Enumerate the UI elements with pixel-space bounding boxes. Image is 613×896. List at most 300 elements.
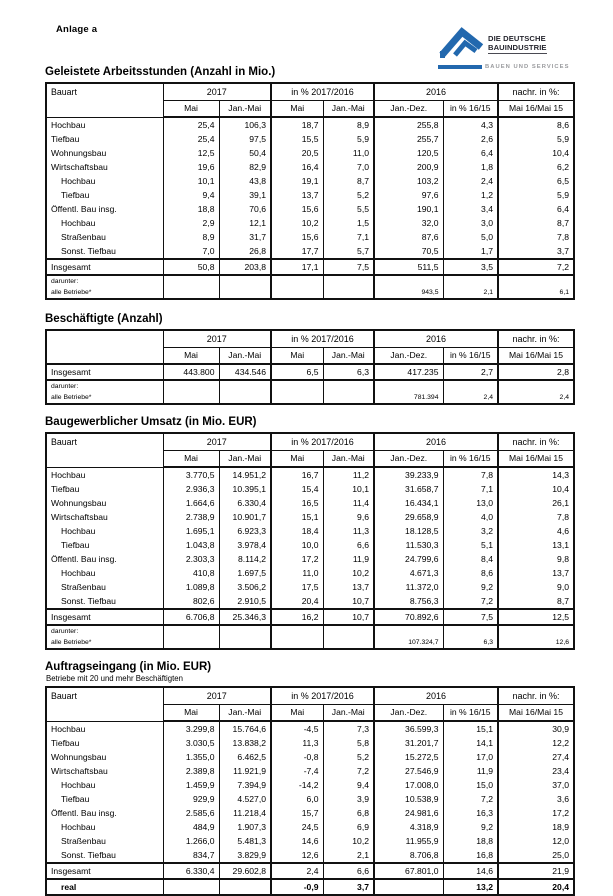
value-cell: 97,5 bbox=[219, 132, 271, 146]
value-cell: 484,9 bbox=[163, 820, 219, 834]
value-cell: 4,6 bbox=[498, 524, 574, 538]
value-cell: 2,7 bbox=[443, 364, 498, 380]
value-cell: 203,8 bbox=[219, 259, 271, 275]
value-cell: 14,6 bbox=[271, 834, 323, 848]
value-cell bbox=[271, 392, 323, 404]
value-cell: 8.706,8 bbox=[374, 848, 443, 863]
value-cell bbox=[219, 637, 271, 649]
row-label: Öffentl. Bau insg. bbox=[46, 806, 163, 820]
value-cell bbox=[374, 879, 443, 895]
row-label: Hochbau bbox=[46, 524, 163, 538]
value-cell: 11,0 bbox=[271, 566, 323, 580]
value-cell: 2.936,3 bbox=[163, 482, 219, 496]
table-row bbox=[46, 806, 574, 820]
value-cell: 31.658,7 bbox=[374, 482, 443, 496]
value-cell: 6.923,3 bbox=[219, 524, 271, 538]
value-cell: 2,4 bbox=[443, 392, 498, 404]
value-cell: 3,9 bbox=[323, 792, 374, 806]
row-label: Wohnungsbau bbox=[46, 750, 163, 764]
value-cell: 8.114,2 bbox=[219, 552, 271, 566]
value-cell: 9,2 bbox=[443, 580, 498, 594]
row-label: Wirtschaftsbau bbox=[46, 764, 163, 778]
group-header: in % 2017/2016 bbox=[271, 687, 374, 705]
table-row bbox=[46, 259, 574, 275]
value-cell: 2.389,8 bbox=[163, 764, 219, 778]
value-cell: 82,9 bbox=[219, 160, 271, 174]
value-cell: 1.697,5 bbox=[219, 566, 271, 580]
value-cell: 13,0 bbox=[443, 496, 498, 510]
table-row bbox=[46, 482, 574, 496]
table-row bbox=[46, 287, 574, 299]
value-cell: 15,1 bbox=[271, 510, 323, 524]
table-title-beschaeftigte: Beschäftigte (Anzahl) bbox=[45, 313, 163, 325]
group-header: 2016 bbox=[374, 687, 498, 705]
value-cell: 6,5 bbox=[498, 174, 574, 188]
value-cell: 5,9 bbox=[498, 188, 574, 202]
row-label: Öffentl. Bau insg. bbox=[46, 552, 163, 566]
value-cell bbox=[271, 637, 323, 649]
value-cell: 2,1 bbox=[443, 287, 498, 299]
value-cell: 3.829,9 bbox=[219, 848, 271, 863]
group-header: nachr. in %: bbox=[498, 433, 574, 451]
value-cell: 7,8 bbox=[498, 510, 574, 524]
value-cell: 1.355,0 bbox=[163, 750, 219, 764]
column-header: Jan.-Mai bbox=[219, 705, 271, 722]
table-title-auftragseingang: Auftragseingang (in Mio. EUR) bbox=[45, 661, 212, 673]
table-header bbox=[46, 433, 574, 467]
value-cell: 3,7 bbox=[323, 879, 374, 895]
value-cell: 1.907,3 bbox=[219, 820, 271, 834]
value-cell: 25,0 bbox=[498, 848, 574, 863]
value-cell: 1,5 bbox=[323, 216, 374, 230]
value-cell: 8,7 bbox=[323, 174, 374, 188]
value-cell: 16,3 bbox=[443, 806, 498, 820]
table-row bbox=[46, 721, 574, 736]
logo-line1: DIE DEUTSCHE bbox=[488, 34, 546, 43]
value-cell: 10,1 bbox=[323, 482, 374, 496]
table-row bbox=[46, 863, 574, 879]
value-cell: 3.978,4 bbox=[219, 538, 271, 552]
value-cell: 8,7 bbox=[498, 216, 574, 230]
row-label: Tiefbau bbox=[46, 188, 163, 202]
value-cell: -0,9 bbox=[271, 879, 323, 895]
value-cell: 20,5 bbox=[271, 146, 323, 160]
value-cell: 5,2 bbox=[323, 188, 374, 202]
value-cell bbox=[163, 879, 219, 895]
value-cell: 70,5 bbox=[374, 244, 443, 259]
value-cell: 15,6 bbox=[271, 202, 323, 216]
value-cell: 21,9 bbox=[498, 863, 574, 879]
value-cell: 12,0 bbox=[498, 834, 574, 848]
row-label: Wirtschaftsbau bbox=[46, 160, 163, 174]
row-label: Hochbau bbox=[46, 778, 163, 792]
value-cell: 9,0 bbox=[498, 580, 574, 594]
value-cell: 32,0 bbox=[374, 216, 443, 230]
table-row bbox=[46, 736, 574, 750]
value-cell: 16,7 bbox=[271, 467, 323, 482]
column-header: Mai 16/Mai 15 bbox=[498, 705, 574, 722]
value-cell: 2.585,6 bbox=[163, 806, 219, 820]
value-cell: 1.089,8 bbox=[163, 580, 219, 594]
value-cell: 13,1 bbox=[498, 538, 574, 552]
value-cell: 14,6 bbox=[443, 863, 498, 879]
value-cell: -4,5 bbox=[271, 721, 323, 736]
value-cell bbox=[163, 287, 219, 299]
table-row bbox=[46, 392, 574, 404]
value-cell: 13,7 bbox=[271, 188, 323, 202]
table-body bbox=[46, 117, 574, 299]
value-cell: 20,4 bbox=[271, 594, 323, 609]
value-cell bbox=[323, 392, 374, 404]
value-cell: 443.800 bbox=[163, 364, 219, 380]
value-cell: 5,7 bbox=[323, 244, 374, 259]
value-cell: 15,0 bbox=[443, 778, 498, 792]
value-cell: 3,7 bbox=[498, 244, 574, 259]
value-cell: 6,8 bbox=[323, 806, 374, 820]
group-header: nachr. in %: bbox=[498, 83, 574, 101]
table-header bbox=[46, 83, 574, 117]
value-cell: 17,0 bbox=[443, 750, 498, 764]
row-label: Insgesamt bbox=[46, 259, 163, 275]
table-row bbox=[46, 216, 574, 230]
value-cell: 4,0 bbox=[443, 510, 498, 524]
value-cell bbox=[374, 275, 443, 287]
row-label: Öffentl. Bau insg. bbox=[46, 202, 163, 216]
value-cell: 7,8 bbox=[443, 467, 498, 482]
value-cell: 3,0 bbox=[443, 216, 498, 230]
value-cell: 7,2 bbox=[443, 792, 498, 806]
value-cell: 5,2 bbox=[323, 750, 374, 764]
value-cell: 14,3 bbox=[498, 467, 574, 482]
table-row bbox=[46, 750, 574, 764]
value-cell: 11.218,4 bbox=[219, 806, 271, 820]
corner-header: Bauart bbox=[46, 433, 163, 467]
value-cell: 12,5 bbox=[163, 146, 219, 160]
value-cell: 5,5 bbox=[323, 202, 374, 216]
table-row bbox=[46, 188, 574, 202]
value-cell: 27.546,9 bbox=[374, 764, 443, 778]
row-label: Tiefbau bbox=[46, 482, 163, 496]
value-cell: 50,4 bbox=[219, 146, 271, 160]
value-cell bbox=[323, 637, 374, 649]
table-row bbox=[46, 538, 574, 552]
value-cell: 15.272,5 bbox=[374, 750, 443, 764]
table-row bbox=[46, 609, 574, 625]
row-label: Straßenbau bbox=[46, 230, 163, 244]
value-cell: 17,1 bbox=[271, 259, 323, 275]
column-header: Jan.-Mai bbox=[219, 348, 271, 365]
value-cell: 1.664,6 bbox=[163, 496, 219, 510]
value-cell: 6,3 bbox=[323, 364, 374, 380]
table-row bbox=[46, 117, 574, 132]
value-cell: 26,1 bbox=[498, 496, 574, 510]
value-cell: 7,2 bbox=[323, 764, 374, 778]
value-cell: 43,8 bbox=[219, 174, 271, 188]
row-label: Straßenbau bbox=[46, 580, 163, 594]
table-beschaeftigte bbox=[45, 329, 575, 405]
value-cell: 5,0 bbox=[443, 230, 498, 244]
value-cell: 8,6 bbox=[443, 566, 498, 580]
value-cell: 11.955,9 bbox=[374, 834, 443, 848]
table-header bbox=[46, 687, 574, 721]
row-label: darunter: bbox=[46, 275, 163, 287]
value-cell: 10,7 bbox=[323, 609, 374, 625]
value-cell: 11,9 bbox=[323, 552, 374, 566]
value-cell: 929,9 bbox=[163, 792, 219, 806]
table-header bbox=[46, 330, 574, 364]
header-group-row bbox=[46, 83, 574, 101]
value-cell: 5,1 bbox=[443, 538, 498, 552]
value-cell: 4.671,3 bbox=[374, 566, 443, 580]
value-cell bbox=[271, 287, 323, 299]
value-cell bbox=[498, 625, 574, 637]
column-header: in % 16/15 bbox=[443, 705, 498, 722]
value-cell: 7,3 bbox=[323, 721, 374, 736]
value-cell: 4.318,9 bbox=[374, 820, 443, 834]
value-cell: 8,6 bbox=[498, 117, 574, 132]
value-cell: 9,8 bbox=[498, 552, 574, 566]
house-icon bbox=[438, 26, 484, 63]
value-cell: 106,3 bbox=[219, 117, 271, 132]
value-cell: 18,8 bbox=[443, 834, 498, 848]
value-cell: 10.395,1 bbox=[219, 482, 271, 496]
row-label: real bbox=[46, 879, 163, 895]
value-cell: 10,1 bbox=[163, 174, 219, 188]
column-header: Mai bbox=[163, 451, 219, 468]
value-cell: -0,8 bbox=[271, 750, 323, 764]
value-cell: 87,6 bbox=[374, 230, 443, 244]
value-cell: 200,9 bbox=[374, 160, 443, 174]
row-label: Hochbau bbox=[46, 820, 163, 834]
table-row bbox=[46, 792, 574, 806]
value-cell: 11,2 bbox=[323, 467, 374, 482]
value-cell bbox=[323, 275, 374, 287]
value-cell: 10.538,9 bbox=[374, 792, 443, 806]
table-row bbox=[46, 566, 574, 580]
column-header: Mai bbox=[271, 348, 323, 365]
value-cell: 8,4 bbox=[443, 552, 498, 566]
value-cell: 12,1 bbox=[219, 216, 271, 230]
value-cell: 11.921,9 bbox=[219, 764, 271, 778]
value-cell: 8.756,3 bbox=[374, 594, 443, 609]
column-header: Jan.-Mai bbox=[323, 451, 374, 468]
table-row bbox=[46, 848, 574, 863]
value-cell: 10,2 bbox=[323, 834, 374, 848]
value-cell bbox=[219, 275, 271, 287]
column-header: Jan.-Dez. bbox=[374, 705, 443, 722]
row-label: Wirtschaftsbau bbox=[46, 510, 163, 524]
value-cell bbox=[271, 275, 323, 287]
table-row bbox=[46, 275, 574, 287]
value-cell: 8,9 bbox=[163, 230, 219, 244]
column-header: Jan.-Mai bbox=[219, 451, 271, 468]
value-cell bbox=[219, 879, 271, 895]
row-label: alle Betriebe* bbox=[46, 637, 163, 649]
value-cell: 17,2 bbox=[498, 806, 574, 820]
value-cell: 6,0 bbox=[271, 792, 323, 806]
header-group-row bbox=[46, 687, 574, 705]
value-cell: 16,2 bbox=[271, 609, 323, 625]
row-label: Straßenbau bbox=[46, 834, 163, 848]
table-row bbox=[46, 132, 574, 146]
value-cell: 15,1 bbox=[443, 721, 498, 736]
value-cell: 97,6 bbox=[374, 188, 443, 202]
row-label: Tiefbau bbox=[46, 132, 163, 146]
row-label: Hochbau bbox=[46, 117, 163, 132]
value-cell: 17,7 bbox=[271, 244, 323, 259]
column-header: Jan.-Mai bbox=[219, 101, 271, 118]
value-cell: 4,3 bbox=[443, 117, 498, 132]
value-cell: 29.658,9 bbox=[374, 510, 443, 524]
table-row bbox=[46, 594, 574, 609]
value-cell: 13.838,2 bbox=[219, 736, 271, 750]
value-cell: 31,7 bbox=[219, 230, 271, 244]
annotation-label: Anlage a bbox=[56, 24, 98, 35]
value-cell: 6,3 bbox=[443, 637, 498, 649]
value-cell: 3,6 bbox=[498, 792, 574, 806]
value-cell: 6,4 bbox=[498, 202, 574, 216]
value-cell: 2.910,5 bbox=[219, 594, 271, 609]
group-header: 2017 bbox=[163, 433, 271, 451]
row-label: Sonst. Tiefbau bbox=[46, 594, 163, 609]
value-cell: 19,1 bbox=[271, 174, 323, 188]
value-cell: 1.043,8 bbox=[163, 538, 219, 552]
column-header: Mai 16/Mai 15 bbox=[498, 451, 574, 468]
table-row bbox=[46, 820, 574, 834]
value-cell: 23,4 bbox=[498, 764, 574, 778]
table-auftragseingang bbox=[45, 686, 575, 896]
row-label: Insgesamt bbox=[46, 364, 163, 380]
value-cell: 17,2 bbox=[271, 552, 323, 566]
value-cell: 802,6 bbox=[163, 594, 219, 609]
group-header: 2017 bbox=[163, 83, 271, 101]
table-subtitle-auftragseingang: Betriebe mit 20 und mehr Beschäftigten bbox=[46, 674, 183, 683]
value-cell: 14.951,2 bbox=[219, 467, 271, 482]
value-cell: 16,5 bbox=[271, 496, 323, 510]
group-header: in % 2017/2016 bbox=[271, 83, 374, 101]
table-row bbox=[46, 364, 574, 380]
value-cell: 15.764,6 bbox=[219, 721, 271, 736]
table-row bbox=[46, 160, 574, 174]
value-cell: 7,8 bbox=[498, 230, 574, 244]
column-header: Mai bbox=[271, 705, 323, 722]
value-cell bbox=[443, 380, 498, 392]
logo-wordmark bbox=[488, 26, 547, 54]
row-label: alle Betriebe* bbox=[46, 392, 163, 404]
value-cell: 1,8 bbox=[443, 160, 498, 174]
value-cell: 5,9 bbox=[323, 132, 374, 146]
column-header: Mai bbox=[163, 101, 219, 118]
table-body bbox=[46, 364, 574, 404]
value-cell: 107.324,7 bbox=[374, 637, 443, 649]
column-header: in % 16/15 bbox=[443, 101, 498, 118]
value-cell: 7,2 bbox=[498, 259, 574, 275]
value-cell: -7,4 bbox=[271, 764, 323, 778]
value-cell: 70.892,6 bbox=[374, 609, 443, 625]
value-cell: 9,6 bbox=[323, 510, 374, 524]
value-cell: 7,1 bbox=[443, 482, 498, 496]
value-cell: 24.981,6 bbox=[374, 806, 443, 820]
row-label: Wohnungsbau bbox=[46, 496, 163, 510]
value-cell: 6.330,4 bbox=[163, 863, 219, 879]
column-header: in % 16/15 bbox=[443, 451, 498, 468]
value-cell: 15,6 bbox=[271, 230, 323, 244]
value-cell bbox=[271, 625, 323, 637]
value-cell: 2,8 bbox=[498, 364, 574, 380]
group-header: 2016 bbox=[374, 433, 498, 451]
value-cell: 15,4 bbox=[271, 482, 323, 496]
value-cell: 24,5 bbox=[271, 820, 323, 834]
bauindustrie-logo bbox=[438, 26, 572, 70]
table-row bbox=[46, 625, 574, 637]
value-cell: 1.459,9 bbox=[163, 778, 219, 792]
value-cell: 781.394 bbox=[374, 392, 443, 404]
value-cell: 2,9 bbox=[163, 216, 219, 230]
corner-header bbox=[46, 330, 163, 364]
column-header: in % 16/15 bbox=[443, 348, 498, 365]
value-cell: 3,2 bbox=[443, 524, 498, 538]
value-cell: 13,7 bbox=[323, 580, 374, 594]
value-cell: 26,8 bbox=[219, 244, 271, 259]
value-cell: 1,7 bbox=[443, 244, 498, 259]
value-cell: 11,4 bbox=[323, 496, 374, 510]
table-row bbox=[46, 879, 574, 895]
value-cell: 1.695,1 bbox=[163, 524, 219, 538]
value-cell bbox=[163, 380, 219, 392]
value-cell: 11,0 bbox=[323, 146, 374, 160]
value-cell: 10,2 bbox=[323, 566, 374, 580]
value-cell bbox=[219, 380, 271, 392]
value-cell: 30,9 bbox=[498, 721, 574, 736]
value-cell: 16.434,1 bbox=[374, 496, 443, 510]
value-cell: 15,5 bbox=[271, 132, 323, 146]
value-cell: 3.299,8 bbox=[163, 721, 219, 736]
value-cell: 70,6 bbox=[219, 202, 271, 216]
row-label: Insgesamt bbox=[46, 863, 163, 879]
value-cell: 29.602,8 bbox=[219, 863, 271, 879]
row-label: Wohnungsbau bbox=[46, 146, 163, 160]
value-cell: 6.330,4 bbox=[219, 496, 271, 510]
value-cell: 6,5 bbox=[271, 364, 323, 380]
table-row bbox=[46, 580, 574, 594]
value-cell: 17,5 bbox=[271, 580, 323, 594]
value-cell: 11,3 bbox=[323, 524, 374, 538]
value-cell: 27,4 bbox=[498, 750, 574, 764]
value-cell: 190,1 bbox=[374, 202, 443, 216]
logo-tagline: BAUEN UND SERVICES bbox=[485, 64, 570, 70]
row-label: Hochbau bbox=[46, 174, 163, 188]
value-cell: 2.303,3 bbox=[163, 552, 219, 566]
value-cell: 511,5 bbox=[374, 259, 443, 275]
value-cell: 10,2 bbox=[271, 216, 323, 230]
group-header: in % 2017/2016 bbox=[271, 330, 374, 348]
column-header: Mai bbox=[163, 348, 219, 365]
table-row bbox=[46, 174, 574, 188]
group-header: 2016 bbox=[374, 330, 498, 348]
value-cell: 18.128,5 bbox=[374, 524, 443, 538]
value-cell bbox=[443, 275, 498, 287]
value-cell: 10,7 bbox=[323, 594, 374, 609]
header-group-row bbox=[46, 330, 574, 348]
value-cell: 24.799,6 bbox=[374, 552, 443, 566]
value-cell: 11.372,0 bbox=[374, 580, 443, 594]
value-cell: 19,6 bbox=[163, 160, 219, 174]
value-cell bbox=[374, 380, 443, 392]
value-cell bbox=[323, 625, 374, 637]
column-header: Jan.-Mai bbox=[323, 705, 374, 722]
value-cell: 18,9 bbox=[498, 820, 574, 834]
logo-line2: BAUINDUSTRIE bbox=[488, 43, 547, 52]
